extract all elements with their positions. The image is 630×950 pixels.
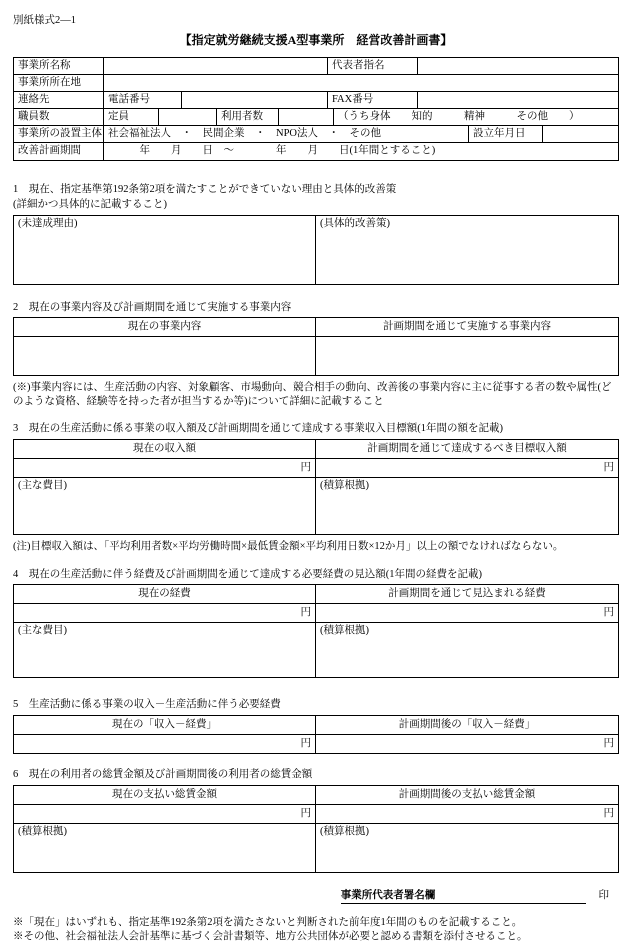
section3-yen-row (14, 459, 618, 478)
section1-table (13, 215, 619, 285)
users-label: 利用者数 (217, 109, 279, 125)
fax-value-cell (418, 92, 618, 108)
address-value-cell (104, 75, 618, 91)
section5-yen-row (14, 735, 618, 753)
office-name-label: 事業所名称 (14, 58, 104, 74)
established-value-cell (543, 126, 618, 142)
document-title: 【指定就労継続支援A型事業所 経営改善計画書】 (179, 32, 453, 47)
section6-title: 6 現在の利用者の総賃金額及び計画期間後の利用者の総賃金額 (13, 769, 313, 780)
staff-label: 職員数 (14, 109, 104, 125)
section4-table (13, 584, 619, 678)
section2-header-row (14, 318, 618, 337)
planned-wages-yen: 円 (603, 807, 614, 819)
section4-header-row (14, 585, 618, 604)
contact-label: 連絡先 (14, 92, 104, 108)
section6-yen-row (14, 805, 618, 824)
expense-basis-label: (積算根拠) (320, 625, 369, 637)
section6-header-row (14, 786, 618, 805)
main-expense-items-cell (14, 478, 316, 534)
office-name-value-cell (104, 58, 328, 74)
expense-items-cell (14, 623, 316, 677)
established-label: 設立年月日 (469, 126, 543, 142)
planned-net-header: 計画期間後の「収入－経費」 (398, 719, 536, 730)
section5-table (13, 715, 619, 754)
users-value-cell (279, 109, 334, 125)
section1-subtitle: (詳細かつ具体的に記載すること) (13, 198, 167, 210)
current-income-yen: 円 (14, 459, 316, 477)
unmet-reason-cell (14, 216, 316, 284)
planned-business-cell (316, 337, 618, 375)
address-label: 事業所所在地 (14, 75, 104, 91)
capacity-value-cell (159, 109, 217, 125)
office-name-row (14, 58, 618, 75)
office-info-table (13, 57, 619, 161)
wages-basis-right-label: (積算根拠) (320, 825, 369, 837)
calculation-basis-label: (積算根拠) (320, 480, 369, 492)
unmet-reason-label: (未達成理由) (18, 217, 78, 229)
current-net-header: 現在の「収入－経費」 (14, 716, 316, 734)
planned-business-header: 計画期間を通じて実施する事業内容 (383, 321, 551, 333)
fax-label: FAX番号 (328, 92, 418, 108)
section4-yen-row (14, 604, 618, 623)
representative-value-cell (418, 58, 618, 74)
main-expense-items-label: (主な費目) (18, 480, 67, 492)
signature-area (341, 889, 586, 905)
expense-basis-cell (316, 623, 618, 677)
section3-note: (注)目標収入額は、「平均利用者数×平均労働時間×最低賃金額×平均利用日数×12か月」以上の額でなければならない。 (13, 541, 564, 553)
section2-note: (※)事業内容には、生産活動の内容、対象顧客、市場動向、競合相手の動向、改善後の事業内容に主に従事する者の数や属性(どのような資格、経験等を持った者が担当するか等)について詳細に記載すること (13, 382, 612, 407)
section5-title: 5 生産活動に係る事業の収入－生産活動に伴う必要経費 (13, 699, 281, 711)
section4-detail-row (14, 623, 618, 677)
expense-items-label: (主な費目) (18, 625, 67, 637)
founder-label: 事業所の設置主体 (14, 126, 104, 142)
footnote-2: ※その他、社会福祉法人会計基準に基づく会計書類等、地方公共団体が必要と認める書類を添付させること。 (13, 930, 528, 942)
capacity-label: 定員 (104, 109, 159, 125)
current-wages-header: 現在の支払い総賃金額 (14, 786, 316, 804)
wages-basis-left-cell (14, 824, 316, 872)
representative-label: 代表者指名 (328, 58, 418, 74)
current-expense-yen: 円 (14, 604, 316, 622)
section5-header-row (14, 716, 618, 735)
signature-row (13, 889, 619, 907)
planned-net-yen: 円 (603, 738, 614, 749)
current-business-cell (14, 337, 316, 375)
current-business-header: 現在の事業内容 (14, 318, 316, 336)
users-breakdown: （うち身体 知的 精神 その他 ） (338, 111, 580, 123)
improvement-plan-label: (具体的改善策) (320, 217, 390, 229)
calculation-basis-cell (316, 478, 618, 534)
target-income-yen: 円 (603, 462, 614, 474)
plan-period-label: 改善計画期間 (14, 143, 104, 160)
planned-expense-yen: 円 (603, 607, 614, 619)
current-wages-yen: 円 (14, 805, 316, 823)
wages-basis-right-cell (316, 824, 618, 872)
phone-label: 電話番号 (104, 92, 182, 108)
section1-row (14, 216, 618, 284)
section1-title: 1 現在、指定基準第192条第2項を満たすことができていない理由と具体的改善策 (13, 184, 397, 196)
section2-title: 2 現在の事業内容及び計画期間を通じて実施する事業内容 (13, 301, 292, 313)
address-row (14, 75, 618, 92)
current-net-yen: 円 (14, 735, 316, 753)
planned-expense-header: 計画期間を通じて見込まれる経費 (388, 588, 546, 600)
signature-label: 事業所代表者署名欄 (340, 889, 436, 901)
target-income-header: 計画期間を通じて達成するべき目標収入額 (367, 443, 567, 455)
wages-basis-left-label: (積算根拠) (18, 825, 67, 837)
seal-mark: 印 (598, 889, 609, 901)
improvement-plan-cell (316, 216, 618, 284)
section3-detail-row (14, 478, 618, 534)
planned-wages-header: 計画期間後の支払い総賃金額 (398, 788, 536, 800)
current-income-header: 現在の収入額 (14, 440, 316, 458)
footnote-1: ※「現在」はいずれも、指定基準192条第2項を満たさないと判断された前年度1年間のものを記載すること。 (13, 916, 523, 928)
contact-row (14, 92, 618, 109)
phone-value-cell (182, 92, 328, 108)
section3-title: 3 現在の生産活動に係る事業の収入額及び計画期間を通じて達成する事業収入目標額(1年間の額を記載) (13, 423, 503, 435)
form-number: 別紙様式2—1 (13, 15, 76, 26)
section6-table (13, 785, 619, 873)
footnotes (13, 916, 619, 944)
section4-title: 4 現在の生産活動に伴う経費及び計画期間を通じて達成する必要経費の見込額(1年間の経費を記載) (13, 568, 482, 580)
section2-body-row (14, 337, 618, 375)
section3-table (13, 439, 619, 535)
section3-header-row (14, 440, 618, 459)
plan-period-value: 年 月 日 ～ 年 月 日(1年間とすること) (108, 145, 436, 157)
plan-period-row (14, 143, 618, 160)
founder-row (14, 126, 618, 143)
section6-detail-row (14, 824, 618, 872)
founder-options: 社会福祉法人 ・ 民間企業 ・ NPO法人 ・ その他 (104, 126, 469, 142)
staff-row (14, 109, 618, 126)
section2-table (13, 317, 619, 376)
current-expense-header: 現在の経費 (14, 585, 316, 603)
